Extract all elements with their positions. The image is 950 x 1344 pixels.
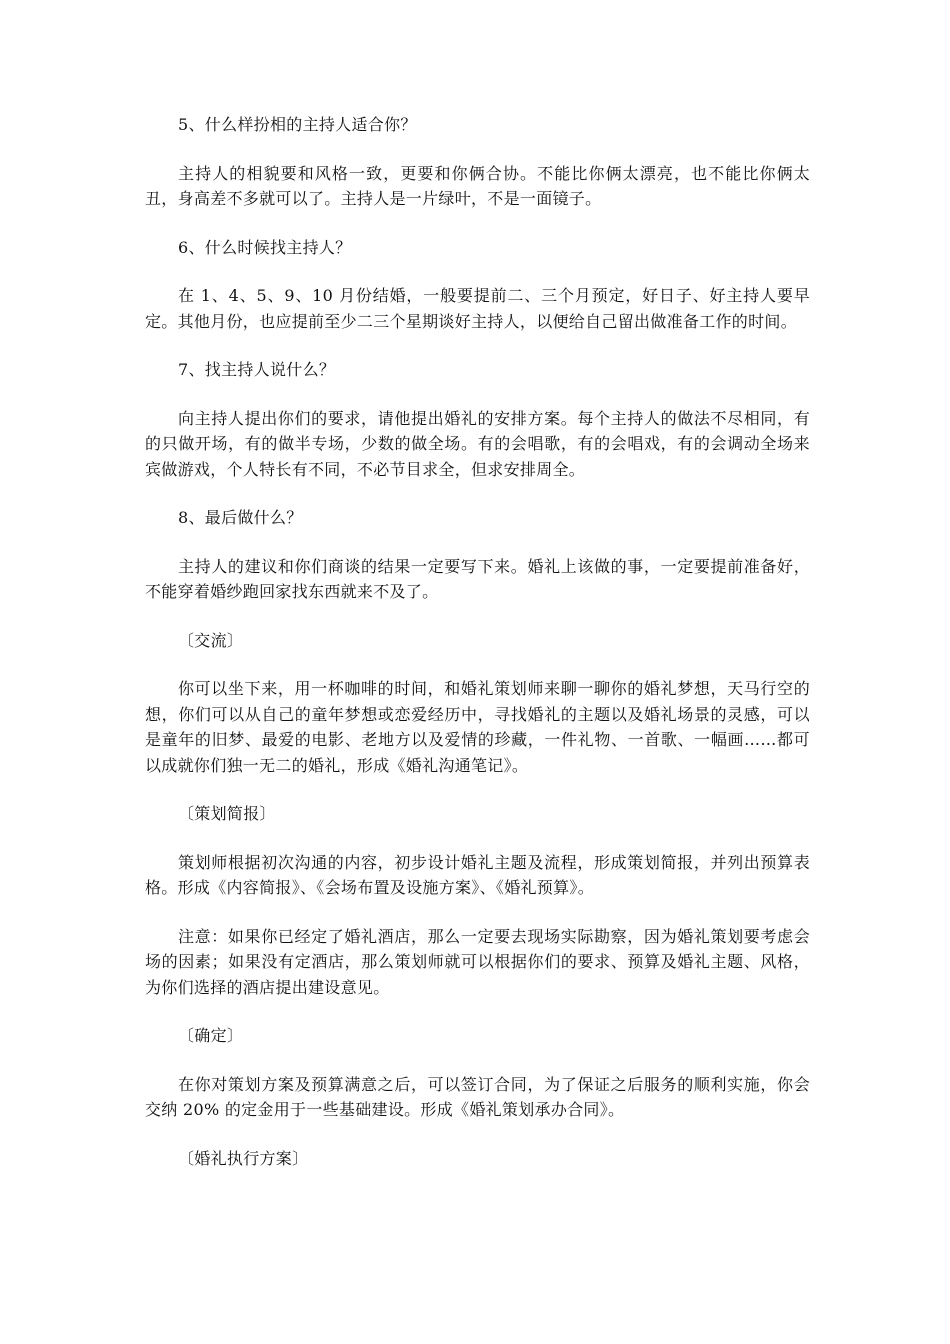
paragraph-final-step: 主持人的建议和你们商谈的结果一定要写下来。婚礼上该做的事，一定要提前准备好，不能穿着婚纱跑回家找东西就来不及了。 (145, 556, 810, 601)
section-heading-what-to-tell-host: 7、找主持人说什么？ (178, 360, 336, 379)
document-page (145, 112, 810, 1171)
section-heading-host-appearance: 5、什么样扮相的主持人适合你？ (178, 115, 417, 134)
paragraph-note: 注意：如果你已经定了婚礼酒店，那么一定要去现场实际勘察，因为婚礼策划要考虑会场的因素；如果没有定酒店，那么策划师就可以根据你们的要求、预算及婚礼主题、风格，为你们选择的酒店提出建设意见。 (145, 926, 810, 997)
paragraph-host-appearance: 主持人的相貌要和风格一致，更要和你俩合协。不能比你俩太漂亮，也不能比你俩太丑，身高差不多就可以了。主持人是一片绿叶，不是一面镜子。 (145, 163, 810, 208)
paragraph-when-to-find-host: 在 1、4、5、9、10 月份结婚，一般要提前二、三个月预定，好日子、好主持人要早定。其他月份，也应提前至少二三个星期谈好主持人，以便给自己留出做准备工作的时间。 (145, 286, 810, 331)
section-heading-execution-plan: 〔婚礼执行方案〕 (178, 1148, 309, 1168)
section-heading-when-to-find-host: 6、什么时候找主持人？ (178, 237, 352, 257)
section-heading-planning-brief: 〔策划简报〕 (178, 804, 276, 823)
paragraph-what-to-tell-host: 向主持人提出你们的要求，请他提出婚礼的安排方案。每个主持人的做法不尽相同，有的只做开场，有的做半专场，少数的做全场。有的会唱歌，有的会唱戏，有的会调动全场来宾做游戏，个人特长有不同，不必节目求全，但求安排周全。 (145, 408, 810, 479)
paragraph-planning-brief: 策划师根据初次沟通的内容，初步设计婚礼主题及流程，形成策划简报，并列出预算表格。形成《内容简报》、《会场布置及设施方案》、《婚礼预算》。 (145, 852, 810, 897)
paragraph-confirmation: 在你对策划方案及预算满意之后，可以签订合同，为了保证之后服务的顺利实施，你会交纳 20% 的定金用于一些基础建设。形成《婚礼策划承办合同》。 (145, 1074, 810, 1119)
paragraph-communication: 你可以坐下来，用一杯咖啡的时间，和婚礼策划师来聊一聊你的婚礼梦想，天马行空的想，你们可以从自己的童年梦想或恋爱经历中，寻找婚礼的主题以及婚礼场景的灵感，可以是童年的旧梦、最爱的电影、老地方以及爱情的珍藏，一件礼物、一首歌、一幅画……都可以成就你们独一无二的婚礼，形成《婚礼沟通笔记》。 (145, 679, 810, 775)
section-heading-final-step: 8、最后做什么？ (178, 508, 303, 527)
section-heading-confirmation: 〔确定〕 (178, 1026, 244, 1045)
section-heading-communication: 〔交流〕 (178, 630, 244, 650)
